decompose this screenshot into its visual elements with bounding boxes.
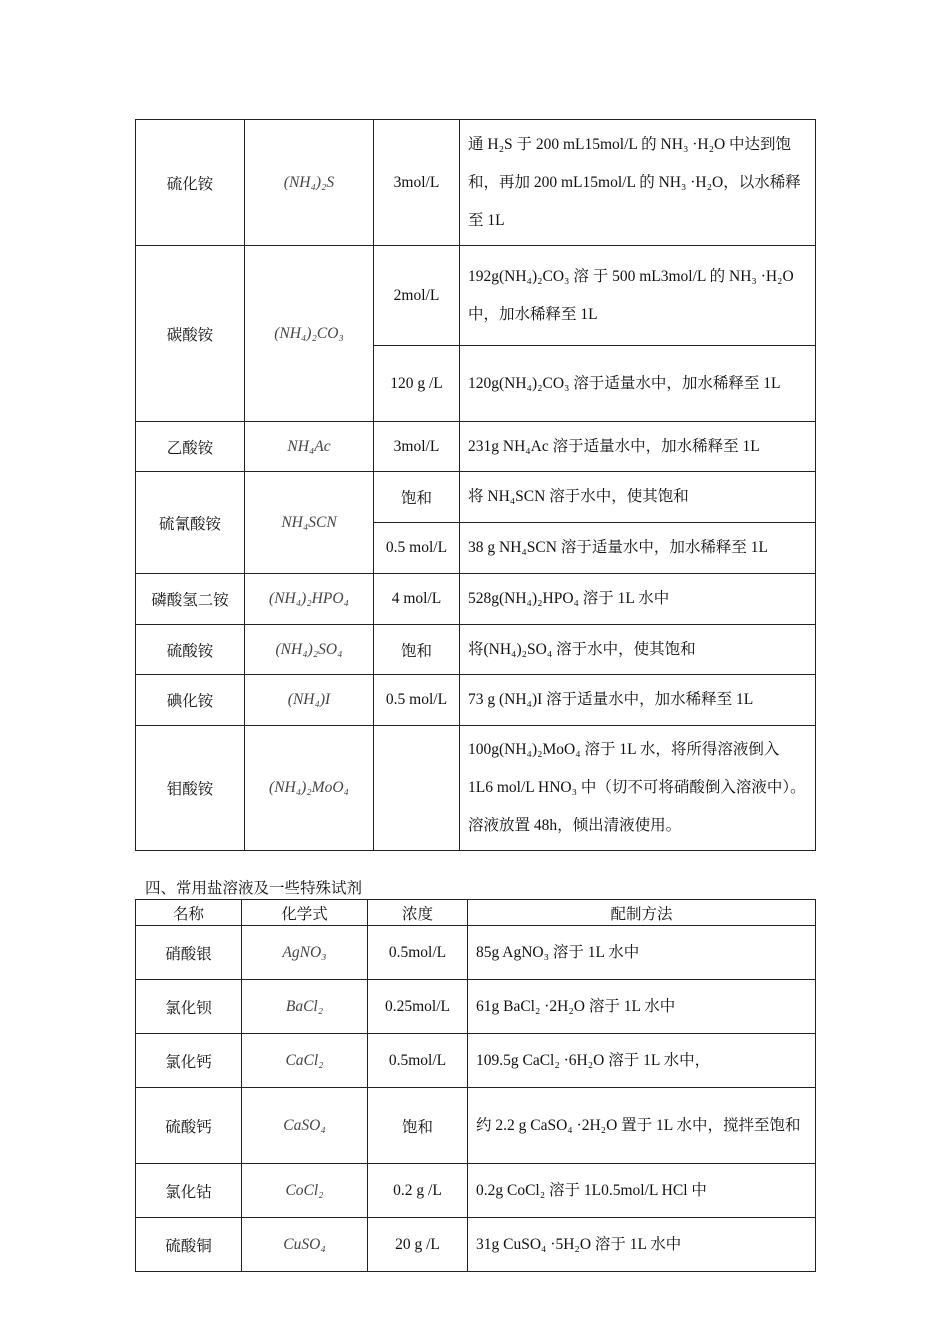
- preparation-method: 61g BaCl₂ ·2H₂O 溶于 1L 水中: [468, 980, 816, 1034]
- reagent-name: 乙酸铵: [136, 422, 245, 472]
- reagent-name: 碳酸铵: [136, 246, 245, 422]
- concentration: 饱和: [374, 625, 460, 675]
- reagent-name: 硫酸铜: [136, 1218, 242, 1272]
- table-row: [136, 1164, 816, 1218]
- concentration: 3mol/L: [374, 422, 460, 472]
- chemical-formula: (NH₄)₂CO₃: [245, 246, 374, 422]
- reagent-name: 氯化钴: [136, 1164, 242, 1218]
- chemical-formula: CoCl₂: [242, 1164, 368, 1218]
- reagent-name: 钼酸铵: [136, 726, 245, 851]
- chemical-formula: (NH₄)₂S: [245, 120, 374, 246]
- preparation-method: 31g CuSO₄ ·5H₂O 溶于 1L 水中: [468, 1218, 816, 1272]
- concentration: 20 g /L: [368, 1218, 468, 1272]
- concentration: 2mol/L: [374, 246, 460, 346]
- ammonium-salt-table: [135, 119, 816, 851]
- chemical-formula: CaSO₄: [242, 1088, 368, 1164]
- header-name: 名称: [136, 900, 242, 926]
- preparation-method: 0.2g CoCl₂ 溶于 1L0.5mol/L HCl 中: [468, 1164, 816, 1218]
- chemical-formula: NH₄SCN: [245, 472, 374, 574]
- reagent-name: 磷酸氢二铵: [136, 574, 245, 625]
- preparation-method: 通 H₂S 于 200 mL15mol/L 的 NH₃ ·H₂O 中达到饱和，再加 200 mL15mol/L 的 NH₃ ·H₂O，以水稀释至 1L: [460, 120, 816, 246]
- chemical-formula: BaCl₂: [242, 980, 368, 1034]
- reagent-name: 硫酸钙: [136, 1088, 242, 1164]
- header-formula: 化学式: [242, 900, 368, 926]
- preparation-method: 100g(NH₄)₂MoO₄ 溶于 1L 水，将所得溶液倒入 1L6 mol/L HNO₃ 中（切不可将硝酸倒入溶液中）。溶液放置 48h，倾出清液使用。: [460, 726, 816, 851]
- concentration: 0.5 mol/L: [374, 675, 460, 726]
- concentration: 3mol/L: [374, 120, 460, 246]
- concentration: 饱和: [374, 472, 460, 523]
- preparation-method: 73 g (NH₄)I 溶于适量水中，加水稀释至 1L: [460, 675, 816, 726]
- table-row: [136, 726, 816, 851]
- table-row: [136, 1034, 816, 1088]
- reagent-name: 硫氰酸铵: [136, 472, 245, 574]
- table-row: [136, 1088, 816, 1164]
- table-row: [136, 625, 816, 675]
- chemical-formula: (NH₄)₂MoO₄: [245, 726, 374, 851]
- table-row: [136, 1218, 816, 1272]
- preparation-method: 231g NH₄Ac 溶于适量水中，加水稀释至 1L: [460, 422, 816, 472]
- reagent-name: 氯化钡: [136, 980, 242, 1034]
- reagent-name: 碘化铵: [136, 675, 245, 726]
- header-method: 配制方法: [468, 900, 816, 926]
- preparation-method: 85g AgNO₃ 溶于 1L 水中: [468, 926, 816, 980]
- preparation-method: 将(NH₄)₂SO₄ 溶于水中，使其饱和: [460, 625, 816, 675]
- table-row: [136, 675, 816, 726]
- chemical-formula: (NH₄)₂SO₄: [245, 625, 374, 675]
- reagent-name: 氯化钙: [136, 1034, 242, 1088]
- concentration: 4 mol/L: [374, 574, 460, 625]
- chemical-formula: (NH₄)I: [245, 675, 374, 726]
- table-row: [136, 120, 816, 246]
- preparation-method: 将 NH₄SCN 溶于水中，使其饱和: [460, 472, 816, 523]
- concentration: 0.5 mol/L: [374, 523, 460, 574]
- header-concentration: 浓度: [368, 900, 468, 926]
- concentration: 0.5mol/L: [368, 1034, 468, 1088]
- section-title: 四、常用盐溶液及一些特殊试剂: [145, 880, 363, 897]
- table-row: [136, 472, 816, 523]
- concentration: 0.5mol/L: [368, 926, 468, 980]
- reagent-name: 硫酸铵: [136, 625, 245, 675]
- chemical-formula: AgNO₃: [242, 926, 368, 980]
- chemical-formula: NH₄Ac: [245, 422, 374, 472]
- chemical-formula: CuSO₄: [242, 1218, 368, 1272]
- table-row: [136, 422, 816, 472]
- table-row: [136, 574, 816, 625]
- table-row: [136, 246, 816, 346]
- preparation-method: 192g(NH₄)₂CO₃ 溶 于 500 mL3mol/L 的 NH₃ ·H₂O 中，加水稀释至 1L: [460, 246, 816, 346]
- table-row: [136, 926, 816, 980]
- preparation-method: 120g(NH₄)₂CO₃ 溶于适量水中，加水稀释至 1L: [460, 346, 816, 422]
- table-row: [136, 980, 816, 1034]
- reagent-name: 硫化铵: [136, 120, 245, 246]
- chemical-formula: (NH₄)₂HPO₄: [245, 574, 374, 625]
- preparation-method: 38 g NH₄SCN 溶于适量水中，加水稀释至 1L: [460, 523, 816, 574]
- table-header-row: [136, 900, 816, 926]
- chemical-formula: CaCl₂: [242, 1034, 368, 1088]
- concentration: 0.2 g /L: [368, 1164, 468, 1218]
- salt-solution-table: [135, 899, 816, 1272]
- concentration: 0.25mol/L: [368, 980, 468, 1034]
- reagent-name: 硝酸银: [136, 926, 242, 980]
- preparation-method: 528g(NH₄)₂HPO₄ 溶于 1L 水中: [460, 574, 816, 625]
- concentration: [374, 726, 460, 851]
- concentration: 饱和: [368, 1088, 468, 1164]
- preparation-method: 109.5g CaCl₂ ·6H₂O 溶于 1L 水中，: [468, 1034, 816, 1088]
- concentration: 120 g /L: [374, 346, 460, 422]
- preparation-method: 约 2.2 g CaSO₄ ·2H₂O 置于 1L 水中，搅拌至饱和: [468, 1088, 816, 1164]
